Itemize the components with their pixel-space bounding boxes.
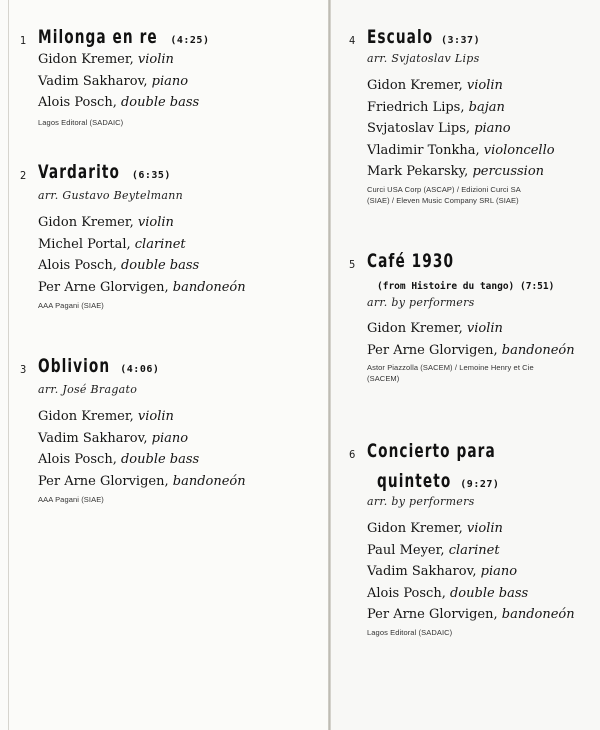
performer-name: Gidon Kremer, bbox=[367, 321, 463, 336]
performer-instrument: violoncello bbox=[483, 142, 555, 158]
publisher-line: AAA Pagani (SIAE) bbox=[38, 301, 104, 310]
performer-instrument: violin bbox=[466, 521, 503, 536]
performer-name: Vadim Sakharov, bbox=[367, 564, 477, 579]
performer-name: Gidon Kremer, bbox=[367, 78, 463, 93]
performer-instrument: clarinet bbox=[448, 542, 500, 558]
performer-instrument: piano bbox=[151, 73, 189, 89]
performer-instrument: double bass bbox=[120, 258, 200, 273]
track-duration: (4:25) bbox=[170, 35, 210, 46]
track-subtitle-row bbox=[377, 281, 575, 292]
performer bbox=[38, 92, 209, 114]
performer-instrument: violin bbox=[137, 52, 174, 67]
track-title-row bbox=[367, 26, 555, 48]
performer-name: Per Arne Glorvigen, bbox=[38, 279, 169, 295]
performer-name: Vladimir Tonkha, bbox=[367, 142, 480, 158]
arrangement-credit: arr. by performers bbox=[367, 495, 475, 508]
publisher-credit bbox=[38, 117, 209, 128]
publisher-line: (SACEM) bbox=[367, 374, 400, 383]
publisher-credit bbox=[38, 300, 246, 311]
performer bbox=[367, 604, 575, 626]
performer bbox=[367, 161, 555, 183]
track-duration: (6:35) bbox=[131, 170, 171, 181]
performer bbox=[38, 449, 246, 471]
performer bbox=[38, 255, 246, 277]
performer bbox=[38, 406, 246, 428]
track-title-row-2 bbox=[377, 470, 575, 492]
arrangement-credit: arr. Gustavo Beytelmann bbox=[38, 189, 184, 202]
performer-name: Alois Posch, bbox=[38, 452, 117, 467]
arrangement-credit: arr. Svjatoslav Lips bbox=[367, 52, 480, 65]
track-duration: (3:37) bbox=[440, 35, 481, 46]
performer bbox=[367, 540, 575, 562]
performer-instrument: bandoneón bbox=[172, 279, 246, 295]
performer-instrument: piano bbox=[474, 121, 511, 136]
performer-list bbox=[38, 212, 246, 298]
track-5 bbox=[349, 250, 575, 384]
publisher-credit bbox=[367, 362, 575, 384]
track-duration: (9:27) bbox=[460, 479, 500, 490]
performer-name: Alois Posch, bbox=[38, 95, 117, 110]
performer-instrument: violin bbox=[137, 215, 174, 230]
track-number: 3 bbox=[20, 363, 27, 376]
performer bbox=[38, 277, 246, 299]
performer bbox=[38, 212, 246, 234]
performer-list bbox=[38, 49, 209, 114]
track-subtitle: (from Histoire du tango) bbox=[377, 281, 515, 292]
publisher-line: Lagos Editoral (SADAIC) bbox=[367, 627, 453, 637]
performer-instrument: clarinet bbox=[134, 236, 186, 252]
performer-name: Gidon Kremer, bbox=[38, 215, 134, 230]
performer-list bbox=[367, 75, 555, 183]
track-title-row bbox=[38, 26, 209, 48]
track-2 bbox=[20, 161, 246, 311]
performer bbox=[38, 71, 209, 93]
performer-instrument: percussion bbox=[472, 164, 545, 179]
performer-instrument: violin bbox=[466, 321, 503, 336]
performer-instrument: violin bbox=[466, 78, 503, 93]
performer-instrument: bandoneón bbox=[501, 607, 575, 622]
performer-instrument: bandoneón bbox=[501, 342, 575, 358]
track-title: Oblivion bbox=[38, 355, 111, 377]
performer-instrument: violin bbox=[137, 409, 174, 424]
performer-name: Vadim Sakharov, bbox=[38, 430, 148, 446]
track-title-continued: quinteto bbox=[377, 470, 452, 492]
performer bbox=[38, 428, 246, 450]
track-title: Concierto para bbox=[367, 440, 496, 462]
performer bbox=[367, 340, 575, 362]
track-number: 2 bbox=[20, 169, 27, 182]
track-title: Café 1930 bbox=[367, 250, 455, 272]
performer-name: Svjatoslav Lips, bbox=[367, 121, 471, 136]
performer bbox=[367, 97, 555, 119]
track-1 bbox=[20, 26, 210, 128]
track-number: 6 bbox=[349, 448, 356, 461]
track-title-row bbox=[38, 355, 246, 377]
performer-name: Vadim Sakharov, bbox=[38, 73, 148, 89]
performer bbox=[367, 118, 555, 140]
performer-list bbox=[38, 406, 246, 492]
performer bbox=[38, 471, 246, 493]
performer bbox=[367, 318, 575, 340]
performer-name: Mark Pekarsky, bbox=[367, 164, 469, 179]
track-4 bbox=[349, 26, 555, 206]
arrangement-credit: arr. by performers bbox=[367, 296, 475, 309]
publisher-credit bbox=[367, 184, 555, 206]
right-page bbox=[331, 0, 600, 730]
publisher-line: (SIAE) / Eleven Music Company SRL (SIAE) bbox=[367, 195, 519, 205]
publisher-line: AAA Pagani (SIAE) bbox=[38, 495, 104, 504]
performer-instrument: bajan bbox=[468, 99, 505, 115]
track-title-row bbox=[367, 440, 575, 462]
performer bbox=[367, 75, 555, 97]
performer-instrument: double bass bbox=[120, 95, 200, 110]
track-duration: (7:51) bbox=[520, 281, 555, 292]
performer-name: Per Arne Glorvigen, bbox=[38, 473, 169, 489]
publisher-line: Lagos Editoral (SADAIC) bbox=[38, 117, 124, 127]
performer-instrument: double bass bbox=[120, 452, 200, 467]
track-3 bbox=[20, 355, 246, 505]
performer-name: Paul Meyer, bbox=[367, 542, 445, 558]
arrangement-credit: arr. José Bragato bbox=[38, 383, 138, 396]
performer-instrument: double bass bbox=[449, 585, 529, 601]
track-title-row bbox=[367, 250, 575, 272]
performer bbox=[367, 140, 555, 162]
track-number: 1 bbox=[20, 34, 27, 47]
performer bbox=[38, 49, 209, 71]
track-number: 5 bbox=[349, 258, 356, 271]
track-title: Escualo bbox=[367, 26, 434, 48]
performer-instrument: bandoneón bbox=[172, 473, 246, 489]
track-title-row bbox=[38, 161, 246, 183]
performer-name: Michel Portal, bbox=[38, 236, 131, 252]
performer-name: Alois Posch, bbox=[367, 585, 446, 601]
performer-list bbox=[367, 518, 575, 626]
track-number: 4 bbox=[349, 34, 356, 47]
track-duration: (4:06) bbox=[120, 364, 160, 375]
performer-instrument: piano bbox=[480, 564, 518, 579]
performer-name: Friedrich Lips, bbox=[367, 99, 465, 115]
performer-list bbox=[367, 318, 575, 361]
track-title: Vardarito bbox=[38, 161, 120, 183]
performer-name: Per Arne Glorvigen, bbox=[367, 607, 498, 622]
publisher-credit bbox=[38, 494, 246, 505]
track-title: Milonga en re bbox=[38, 26, 158, 48]
performer bbox=[367, 561, 575, 583]
page-edge-line bbox=[8, 0, 9, 730]
publisher-credit bbox=[367, 627, 575, 638]
performer-name: Alois Posch, bbox=[38, 258, 117, 273]
performer-instrument: piano bbox=[151, 430, 189, 446]
performer bbox=[367, 583, 575, 605]
track-6 bbox=[349, 440, 575, 638]
performer-name: Per Arne Glorvigen, bbox=[367, 342, 498, 358]
performer-name: Gidon Kremer, bbox=[38, 409, 134, 424]
performer-name: Gidon Kremer, bbox=[38, 52, 134, 67]
publisher-line: Astor Piazzolla (SACEM) / Lemoine Henry et Cie bbox=[367, 363, 534, 372]
publisher-line: Curci USA Corp (ASCAP) / Edizioni Curci SA bbox=[367, 184, 521, 194]
performer bbox=[38, 234, 246, 256]
performer bbox=[367, 518, 575, 540]
performer-name: Gidon Kremer, bbox=[367, 521, 463, 536]
